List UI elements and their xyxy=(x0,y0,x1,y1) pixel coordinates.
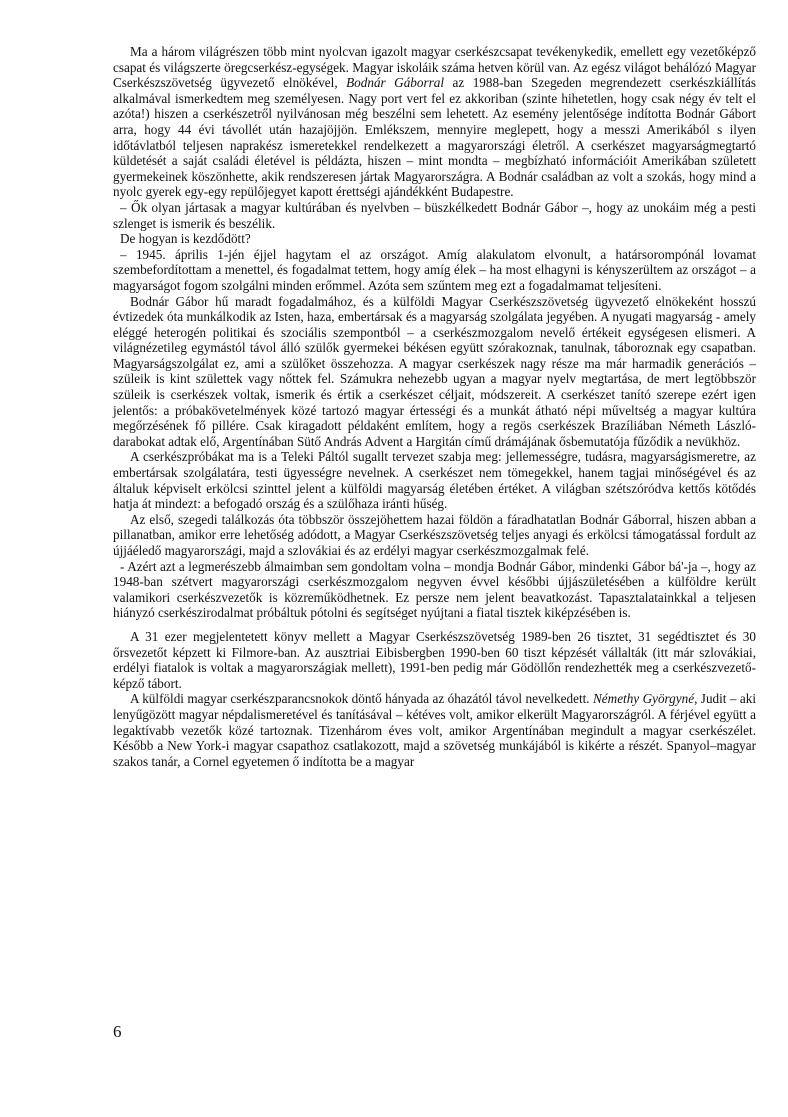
text-run: az 1988-ban Szegeden megrendezett cserkészkiállítás alkalmával ismerkedtem meg személyesen. Nagy port vert fel ez akkoriban (szinte hihetetlen, hogy csak négy év telt el azóta!) hiszen a cserkészetről nyilvánosan még beszélni sem lehetett. Az esemény jelentősége indította Bodnár Gábort arra, hogy 44 évi távollét után hazajöjjön. Emlékszem, mennyire meglepett, hogy a messzi Amerikából s ilyen időtávlatból teljesen naprakész ismeretekkel rendelkezett a magyarországi életről. A cserkészet magyarságmegtartó küldetését a saját családi életével is példázta, hiszen – mint mondta – megbízható információit Amerikában született gyermekeinek köszönhette, akik rendszeresen jártak Magyarországra. A Bodnár családban az volt a szokás, hogy mind a nyolc gyerek egy-egy repülőjegyet kapott érettségi ajándékként Budapestre. xyxy=(113,75,756,200)
page-number: 6 xyxy=(113,1022,122,1041)
paragraph-7 xyxy=(113,512,756,559)
person-name-italic: Bodnár Gáborral xyxy=(346,75,445,91)
text-run: De hogyan is kezdődött? xyxy=(120,231,251,247)
text-run: - Azért azt a legmerészebb álmaimban sem gondoltam volna – mondja Bodnár Gábor, mindenki Gábor bá'-ja –, hogy az 1948-ban szétvert magyarországi cserkészmozgalom negyven évvel későbbi újjászületésében a külföldre került valamikori cserkészvezetők is közreműködhetnek. Ez persze nem jelent beavatkozást. Tapasztalatainkkal a teljesen hiányzó cserkészirodalmat próbáltuk pótolni és segítséget nyújtani a fiatal tisztek kiképzésében is. xyxy=(113,558,756,621)
paragraph-9 xyxy=(113,629,756,691)
paragraph-10 xyxy=(113,691,756,769)
person-name-italic: Némethy Györgyné, xyxy=(593,691,698,707)
paragraph-6 xyxy=(113,449,756,511)
paragraph-4 xyxy=(113,247,756,294)
paragraph-8 xyxy=(113,559,756,621)
text-run: A cserkészpróbákat ma is a Teleki Páltól sugallt tervezet szabja meg: jellemességre, tudásra, magyarságismeretre, az embertársak szolgálatára, testi ügyességre nevelnek. A cserkészet nem tömegekkel, hanem tagjai minőségével és az általuk képviselt erkölcsi szinttel jelent a külföldi magyarság életében értéket. A világban szétszóródva kettős kötődés hatja át mindezt: a befogadó ország és a szülőhaza iránti hűség. xyxy=(113,449,756,512)
article-body xyxy=(113,44,756,769)
text-run: Judit – aki lenyűgözött magyar népdalismeretével és tanításával – kétéves volt, amikor elkerült Magyarországról. A férjével együtt a legaktívabb vezetők közé tartoznak. Tizenhárom éves volt, amikor Argentínában megindult a magyar cserkészélet. Később a New York-i magyar csapathoz csatlakozott, majd a szövetség munkájából is kikérte a részét. Spanyol–magyar szakos tanár, a Cornel egyetemen ő indította be a magyar xyxy=(113,691,757,769)
text-run: Az első, szegedi találkozás óta többször összejöhettem hazai földön a fáradhatatlan Bodnár Gáborral, hiszen abban a pillanatban, amikor erre lehetőség adódott, a Magyar Cserkészszövetség teljes anyagi és erkölcsi támogatással fordult az újjáéledő magyarországi, majd a szlovákiai és az erdélyi magyar cserkészmozgalmak felé. xyxy=(113,511,756,558)
paragraph-1 xyxy=(113,44,756,200)
paragraph-2 xyxy=(113,200,756,231)
text-run: – Ők olyan jártasak a magyar kultúrában és nyelvben – büszkélkedett Bodnár Gábor –, hogy az unokáim még a pesti szlenget is ismerik és beszélik. xyxy=(113,199,756,231)
text-run: A külföldi magyar cserkészparancsnokok döntő hányada az óhazától távol nevelkedett. xyxy=(130,691,594,707)
paragraph-3 xyxy=(113,231,756,247)
text-run: – 1945. április 1-jén éjjel hagytam el az országot. Amíg alakulatom elvonult, a határsorompónál lovamat szembefordítottam a menettel, és fogadalmat tettem, hogy amíg élek – ha most elhagyni is kényszerültem az országot – a magyarságot fogom szolgálni minden erőmmel. Azóta sem szűntem meg ezt a fogadalmamat teljesíteni. xyxy=(113,246,756,293)
paragraph-5 xyxy=(113,294,756,450)
text-run: A 31 ezer megjelentetett könyv mellett a Magyar Cserkészszövetség 1989-ben 26 tisztet, 31 segédtisztet és 30 őrsvezetőt képzett ki Filmore-ban. Az ausztriai Eibisbergben 1990-ben 60 tiszt képzését vállalták (itt már szlovákiai, erdélyi fiatalok is voltak a magyarországiak mellett), 1991-ben pedig már Gödöllőn rendezhették meg a cserkészvezető-képző tábort. xyxy=(113,628,756,691)
text-run: Ma a három világrészen több mint nyolcvan igazolt magyar cserkészcsapat tevékenykedik, emellett egy vezetőképző csapat és világszerte öregcserkész-egységek. Magyar iskoláik száma hetven körül van. Az egész világot behálózó Magyar Cserkészszövetség ügyvezető elnökével, xyxy=(113,44,756,91)
text-run: Bodnár Gábor hű maradt fogadalmához, és a külföldi Magyar Cserkészszövetség ügyvezető elnökeként hosszú évtizedek óta munkálkodik az Isten, haza, embertársak és a magyarság szolgálata jegyében. A nyugati magyarság - amely eléggé heterogén politikai és szociális szempontból – a cserkészmozgalom nevelő értékeit egységesen elismeri. A világnézetileg egymástól távol álló szülők gyermekei békésen együtt szórakoznak, tanulnak, táboroznak egy csapatban. Magyarságszolgálat ez, ami a szülőket összehozza. A magyar cserkészek nagy része ma már harmadik generációs – szüleik is kint születtek vagy nőttek fel. Számukra nehezebb ugyan a magyar nyelv megtartása, de mert legtöbbször szüleik is cserkészek voltak, ismerik és értik a cserkészet céljait, módszereit. A cserkészet tanító szerepe ezért igen jelentős: a próbakövetelmények közé tartozó magyar értességi és a munkát átható népi műveltség a magyar kultúra megőrzésének fő pillére. Csak kiragadott példaként említem, hogy a regös cserkészek Brazíliában Németh László-darabokat adtak elő, Argentínában Sütő András Advent a Hargitán című drámájának ősbemutatója fűződik a nevükhöz. xyxy=(113,293,756,449)
